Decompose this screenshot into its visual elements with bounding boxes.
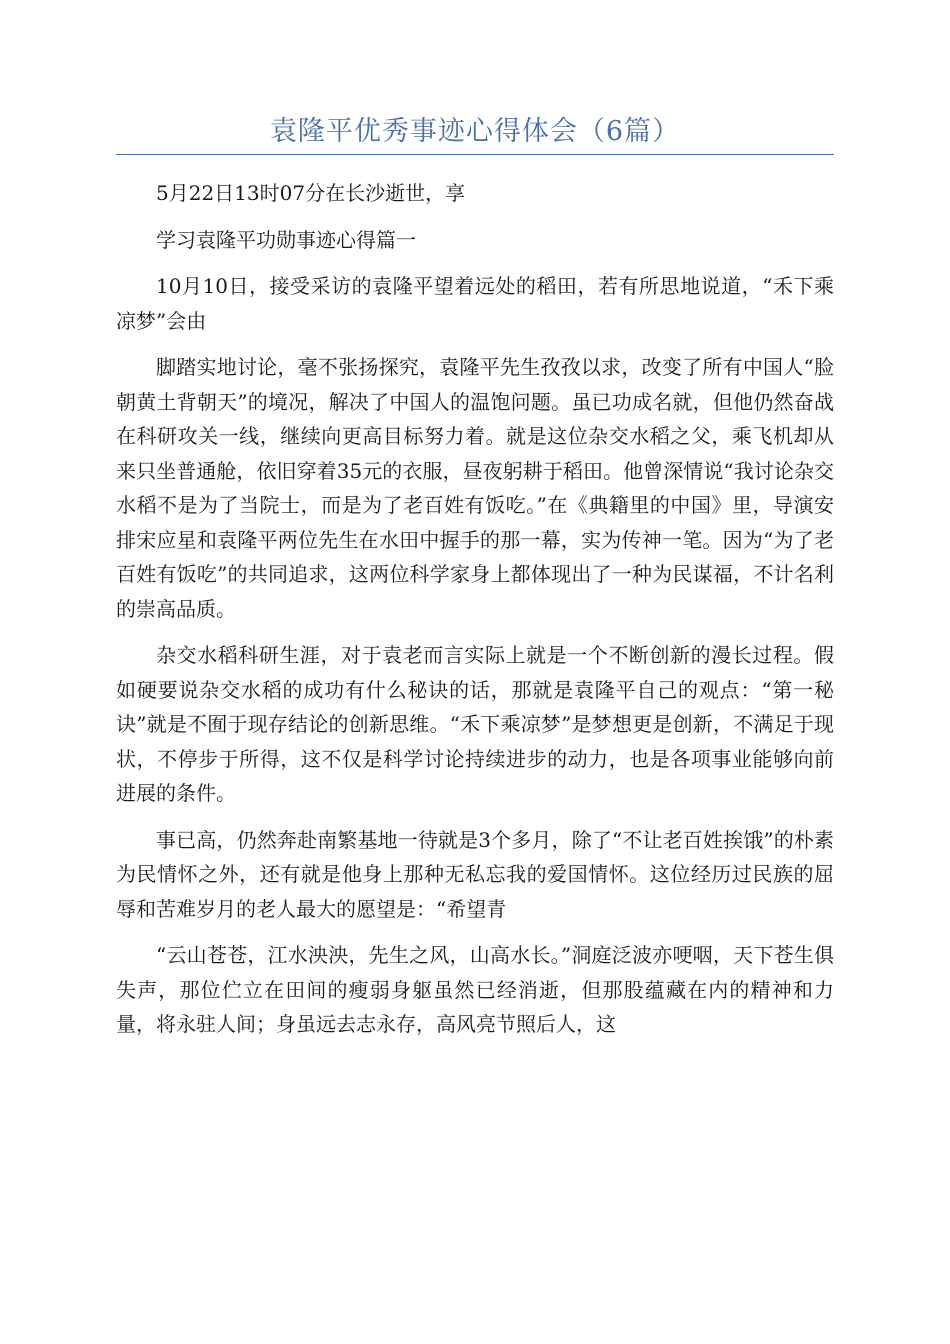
paragraph: 5月22日13时07分在长沙逝世，享 [156,181,466,205]
document-title: 袁隆平优秀事迹心得体会（6篇） [269,116,681,147]
paragraph: 杂交水稻科研生涯，对于袁老而言实际上就是一个不断创新的漫长过程。假如硬要说杂交水稻的成功有什么秘诀的话，那就是袁隆平自己的观点：“第一秘诀”就是不囿于现存结论的创新思维。“禾下乘凉梦”是梦想更是创新，不满足于现状，不停步于所得，这不仅是科学讨论持续进步的动力，也是各项事业能够向前进展的条件。 [116,643,834,805]
paragraph: 脚踏实地讨论，毫不张扬探究，袁隆平先生孜孜以求，改变了所有中国人“脸朝黄土背朝天”的境况，解决了中国人的温饱问题。虽已功成名就，但他仍然奋战在科研攻关一线，继续向更高目标努力着。就是这位杂交水稻之父，乘飞机却从来只坐普通舱，依旧穿着35元的衣服，昼夜躬耕于稻田。他曾深情说“我讨论杂交水稻不是为了当院士，而是为了老百姓有饭吃。”在《典籍里的中国》里，导演安排宋应星和袁隆平两位先生在水田中握手的那一幕，实为传神一笔。因为“为了老百姓有饭吃”的共同追求，这两位科学家身上都体现出了一种为民谋福，不计名利的崇高品质。 [116,355,834,621]
paragraph: “云山苍苍，江水泱泱，先生之风，山高水长。”洞庭泛波亦哽咽，天下苍生俱失声，那位伫立在田间的瘦弱身躯虽然已经消逝，但那股蕴藏在内的精神和力量，将永驻人间；身虽远去志永存，高风亮节照后人，这 [116,943,834,1036]
paragraph: 事已高，仍然奔赴南繁基地一待就是3个多月，除了“不让老百姓挨饿”的朴素为民情怀之外，还有就是他身上那种无私忘我的爱国情怀。这位经历过民族的屈辱和苦难岁月的老人最大的愿望是：“希望青 [116,827,834,921]
document-body [116,176,834,1054]
section-heading: 学习袁隆平功勋事迹心得篇一 [156,227,416,252]
paragraph: 10月10日，接受采访的袁隆平望着远处的稻田，若有所思地说道，“禾下乘凉梦”会由 [116,274,834,333]
title-underline [116,154,834,155]
